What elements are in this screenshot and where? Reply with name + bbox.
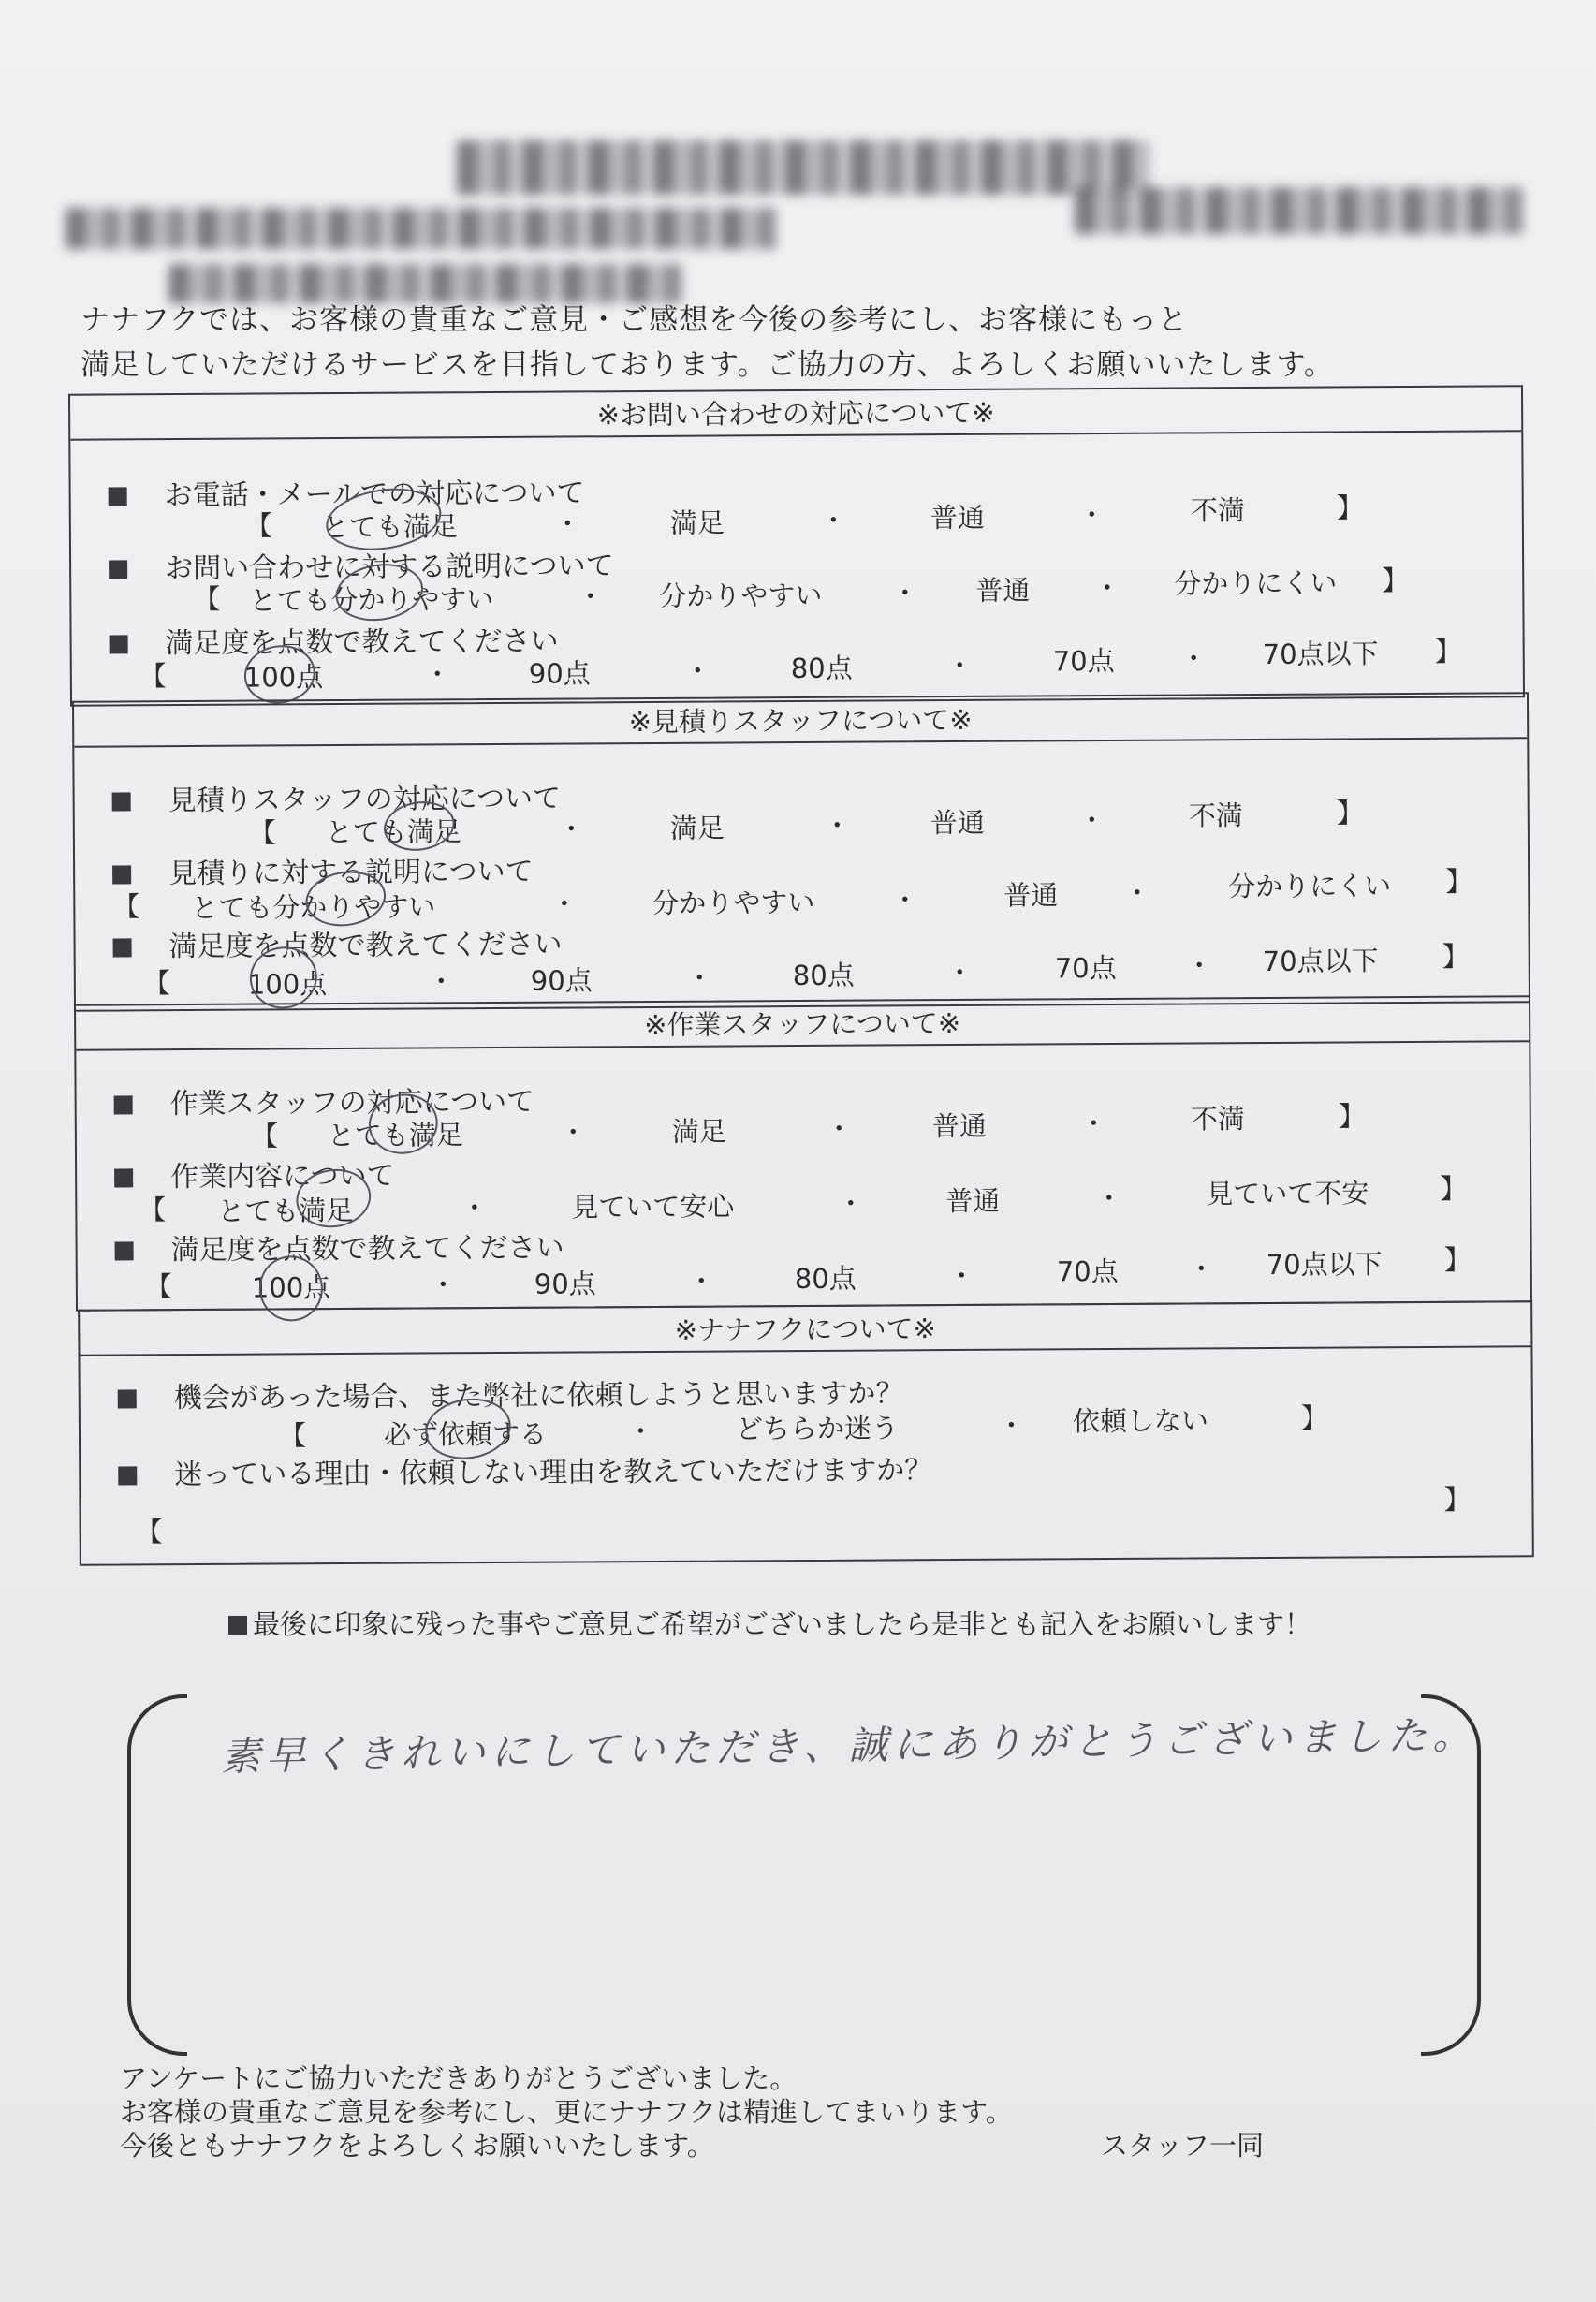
option-80[interactable]: 80点 bbox=[794, 1262, 857, 1296]
option-normal[interactable]: 普通 bbox=[930, 501, 985, 535]
reason-bracket-open: 【 bbox=[135, 1516, 163, 1548]
option-clear[interactable]: 分かりやすい bbox=[652, 886, 815, 919]
square-bullet-icon bbox=[118, 1466, 137, 1485]
separator: ・ bbox=[823, 809, 851, 842]
option-80[interactable]: 80点 bbox=[792, 959, 855, 992]
question-label: お問い合わせに対する説明について bbox=[109, 542, 614, 586]
bracket-close: 】 bbox=[1443, 1243, 1472, 1276]
option-90[interactable]: 90点 bbox=[530, 964, 593, 997]
option-very-satisfied[interactable]: とても満足 bbox=[321, 510, 458, 544]
handwritten-comment[interactable]: 素早くきれいにしていただき、誠にありがとうございました。 bbox=[220, 1711, 1478, 1780]
bracket-open: 【 bbox=[144, 1270, 172, 1303]
separator: ・ bbox=[997, 1409, 1026, 1442]
option-unclear[interactable]: 分かりにくい bbox=[1228, 870, 1392, 903]
separator: ・ bbox=[429, 1268, 457, 1301]
bracket-close: 】 bbox=[1445, 865, 1473, 898]
bracket-open: 【 bbox=[248, 816, 276, 849]
separator: ・ bbox=[1185, 949, 1213, 982]
intro-text bbox=[81, 298, 1334, 388]
square-bullet-icon bbox=[110, 635, 128, 653]
square-bullet-icon bbox=[109, 560, 127, 579]
question-label: 機会があった場合、また弊社に依頼しようと思いますか？ bbox=[118, 1370, 904, 1415]
separator: ・ bbox=[945, 956, 974, 990]
question-label: 満足度を点数で教えてください bbox=[114, 1224, 564, 1268]
section-inquiry bbox=[68, 385, 1525, 706]
separator: ・ bbox=[685, 961, 713, 994]
question-label: 見積りに対する説明について bbox=[112, 848, 534, 892]
option-90[interactable]: 90点 bbox=[528, 657, 591, 690]
question-label: 作業スタッフの対応について bbox=[114, 1078, 535, 1122]
option-satisfied[interactable]: 満足 bbox=[669, 812, 725, 844]
separator: ・ bbox=[1179, 642, 1208, 675]
option-feel-uneasy[interactable]: 見ていて不安 bbox=[1206, 1177, 1369, 1210]
separator: ・ bbox=[837, 1187, 865, 1220]
bracket-close: 】 bbox=[1338, 1100, 1366, 1133]
separator: ・ bbox=[550, 887, 578, 920]
option-very-satisfied[interactable]: とても満足 bbox=[327, 1119, 463, 1152]
option-below-70[interactable]: 70点以下 bbox=[1262, 945, 1379, 977]
separator: ・ bbox=[461, 1192, 489, 1224]
intro-line-2: 満足していただけるサービスを目指しております。ご協力の方、よろしくお願いいたします。 bbox=[81, 348, 1335, 382]
bracket-open: 【 bbox=[193, 582, 221, 615]
option-undecided[interactable]: どちらか迷う bbox=[735, 1412, 900, 1445]
redacted-address bbox=[66, 208, 777, 249]
bracket-close: 】 bbox=[1442, 940, 1470, 973]
separator: ・ bbox=[553, 507, 581, 540]
option-normal[interactable]: 普通 bbox=[930, 806, 985, 840]
option-definitely-request[interactable]: 必ず依頼する bbox=[383, 1417, 548, 1451]
option-normal[interactable]: 普通 bbox=[931, 1109, 987, 1143]
option-100[interactable]: 100点 bbox=[247, 968, 328, 1001]
bracket-open: 【 bbox=[139, 660, 167, 693]
section-nanafuku bbox=[78, 1300, 1534, 1565]
square-bullet-icon bbox=[228, 1616, 247, 1635]
option-very-satisfied[interactable]: とても満足 bbox=[217, 1194, 354, 1227]
option-70[interactable]: 70点 bbox=[1056, 1254, 1119, 1288]
separator: ・ bbox=[947, 1259, 975, 1293]
option-not-request[interactable]: 依頼しない bbox=[1072, 1404, 1209, 1438]
bracket-open: 【 bbox=[139, 1194, 167, 1226]
square-bullet-icon bbox=[112, 865, 131, 884]
option-very-satisfied[interactable]: とても満足 bbox=[325, 815, 461, 849]
option-normal[interactable]: 普通 bbox=[1003, 879, 1059, 912]
option-satisfied[interactable]: 満足 bbox=[671, 1115, 726, 1148]
reason-bracket-close: 】 bbox=[1443, 1483, 1472, 1516]
question-label: 満足度を点数で教えてください bbox=[109, 618, 558, 662]
separator: ・ bbox=[427, 965, 455, 998]
intro-line-1: ナナフクでは、お客様の貴重なご意見・ご感想を今後の参考にし、お客様にもっと bbox=[81, 303, 1189, 337]
option-70[interactable]: 70点 bbox=[1052, 644, 1115, 678]
section-title: ※見積りスタッフについて※ bbox=[74, 694, 1527, 747]
bracket-close: 】 bbox=[1382, 565, 1410, 597]
option-normal[interactable]: 普通 bbox=[975, 574, 1031, 607]
separator: ・ bbox=[559, 1116, 587, 1149]
question-label: 迷っている理由・依頼しない理由を教えていただけますか？ bbox=[118, 1446, 932, 1492]
square-bullet-icon bbox=[118, 1389, 137, 1408]
separator: ・ bbox=[825, 1112, 853, 1145]
separator: ・ bbox=[557, 813, 585, 845]
section-title: ※お問い合わせの対応について※ bbox=[70, 387, 1521, 440]
staff-signature: スタッフ一同 bbox=[1101, 2130, 1265, 2162]
bracket-close: 】 bbox=[1300, 1401, 1329, 1434]
option-very-clear[interactable]: とても分かりやすい bbox=[191, 890, 436, 924]
section-title: ※ナナフクについて※ bbox=[80, 1302, 1530, 1356]
separator: ・ bbox=[819, 504, 847, 536]
separator: ・ bbox=[1077, 804, 1105, 837]
square-bullet-icon bbox=[115, 1241, 134, 1260]
square-bullet-icon bbox=[113, 938, 132, 957]
section-estimate-staff bbox=[72, 692, 1530, 1011]
separator: ・ bbox=[1079, 1107, 1107, 1140]
section-title: ※作業スタッフについて※ bbox=[76, 997, 1529, 1050]
square-bullet-icon bbox=[114, 1095, 133, 1114]
separator: ・ bbox=[626, 1415, 655, 1448]
bracket-close: 】 bbox=[1440, 1172, 1468, 1205]
bracket-close: 】 bbox=[1434, 635, 1462, 667]
section-work-staff bbox=[74, 995, 1532, 1311]
question-label: 見積りスタッフの対応について bbox=[112, 775, 562, 819]
bracket-open: 【 bbox=[112, 890, 140, 923]
closing-question: 最後に印象に残った事やご意見ご希望がございましたら是非とも記入をお願いします！ bbox=[228, 1604, 1311, 1642]
option-70[interactable]: 70点 bbox=[1054, 951, 1117, 985]
comment-bracket-left bbox=[127, 1694, 187, 2056]
bracket-close: 】 bbox=[1336, 797, 1364, 829]
separator: ・ bbox=[945, 649, 974, 682]
bracket-open: 【 bbox=[278, 1419, 307, 1452]
footer-line-3: 今後ともナナフクをよろしくお願いいたします。 bbox=[120, 2130, 714, 2162]
separator: ・ bbox=[1093, 571, 1121, 605]
square-bullet-icon bbox=[112, 792, 131, 811]
option-80[interactable]: 80点 bbox=[790, 652, 853, 685]
option-dissatisfied[interactable]: 不満 bbox=[1190, 1103, 1245, 1136]
bracket-close: 】 bbox=[1336, 491, 1364, 524]
option-100[interactable]: 100点 bbox=[251, 1271, 331, 1304]
option-below-70[interactable]: 70点以下 bbox=[1262, 638, 1379, 670]
option-satisfied[interactable]: 満足 bbox=[669, 506, 725, 539]
bracket-open: 【 bbox=[244, 509, 272, 542]
bracket-open: 【 bbox=[142, 967, 170, 1000]
separator: ・ bbox=[687, 1265, 715, 1298]
option-unclear[interactable]: 分かりにくい bbox=[1174, 566, 1338, 600]
option-very-clear[interactable]: とても分かりやすい bbox=[249, 582, 494, 617]
footer-message bbox=[120, 2061, 1013, 2163]
redacted-phone bbox=[1075, 187, 1524, 234]
option-below-70[interactable]: 70点以下 bbox=[1266, 1248, 1383, 1281]
footer-line-1: アンケートにご協力いただきありがとうございました。 bbox=[120, 2062, 798, 2094]
separator: ・ bbox=[1077, 498, 1105, 532]
option-dissatisfied[interactable]: 不満 bbox=[1188, 799, 1243, 832]
question-label: 満足度を点数で教えてください bbox=[112, 921, 562, 965]
separator: ・ bbox=[423, 658, 451, 691]
option-clear[interactable]: 分かりやすい bbox=[659, 579, 823, 612]
option-dissatisfied[interactable]: 不満 bbox=[1190, 494, 1245, 527]
separator: ・ bbox=[1187, 1253, 1215, 1285]
separator: ・ bbox=[683, 654, 711, 687]
option-feel-safe[interactable]: 見ていて安心 bbox=[571, 1190, 735, 1224]
question-label: 作業内容について bbox=[114, 1152, 395, 1195]
separator: ・ bbox=[1123, 876, 1151, 909]
separator: ・ bbox=[891, 577, 919, 609]
separator: ・ bbox=[891, 884, 919, 916]
redacted-company-name bbox=[457, 140, 1149, 195]
option-90[interactable]: 90点 bbox=[534, 1268, 596, 1300]
option-100[interactable]: 100点 bbox=[243, 661, 324, 694]
separator: ・ bbox=[577, 580, 605, 613]
square-bullet-icon bbox=[114, 1168, 133, 1187]
footer-line-2: お客様の貴重なご意見を参考にし、更にナナフクは精進してまいります。 bbox=[120, 2096, 1013, 2128]
question-label: お電話・メールでの対応について bbox=[109, 469, 585, 513]
separator: ・ bbox=[1095, 1181, 1123, 1215]
square-bullet-icon bbox=[109, 487, 127, 506]
option-normal[interactable]: 普通 bbox=[945, 1184, 1001, 1218]
bracket-open: 【 bbox=[250, 1120, 278, 1152]
